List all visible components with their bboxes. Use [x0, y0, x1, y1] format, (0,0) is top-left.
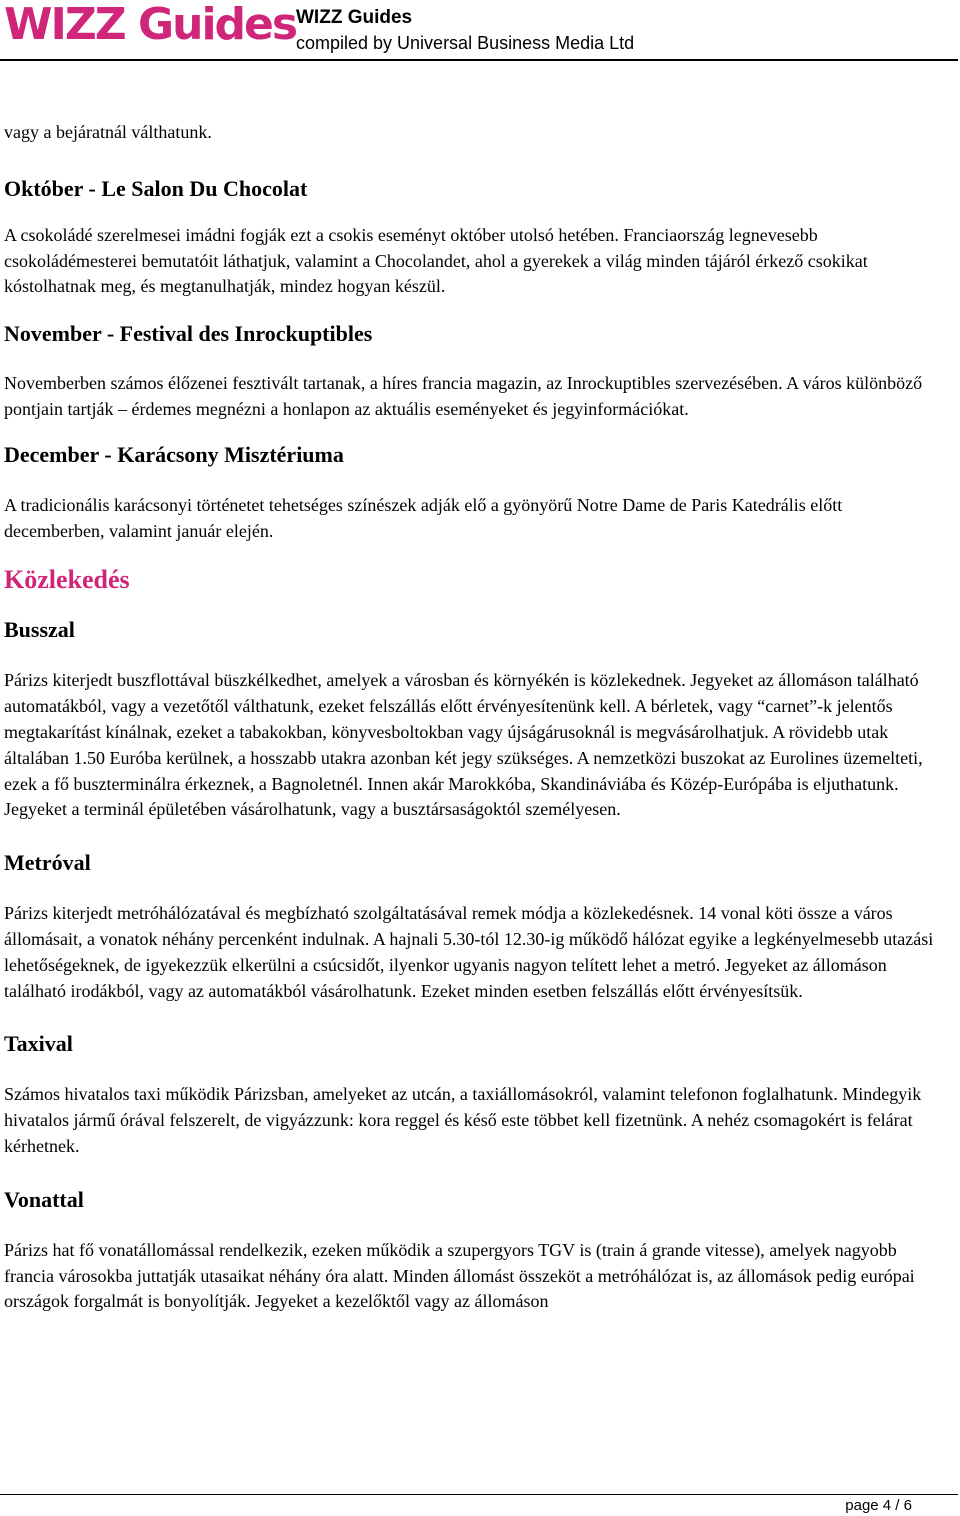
- december-heading: December - Karácsony Misztériuma: [4, 441, 344, 467]
- train-heading: Vonattal: [4, 1186, 84, 1212]
- page-number: page 4 / 6: [845, 1497, 912, 1514]
- bus-paragraph: Párizs kiterjedt buszflottával büszkélkedhet, amelyek a városban és környékén is közlekednek. Jegyeket az állomáson található automatákból, vagy a vezetőtől válthatunk, ezeket felszállás előtt érvényesítenünk kell. A bérletek, vagy “carnet”-k jelentős megtakarítást kínálnak, ezeket a tabakokban, könyvesboltokban vagy újságárusoknál is megvásárolhatjuk. A rövidebb utak általában 1.50 Euróba kerülnek, a hosszabb utakra azonban két jegy szükséges. A nemzetközi buszokat az Eurolines üzemelteti, ezek a fő buszterminálra érkeznek, a Bagnoletnél. Innen akár Marokkóba, Skandináviába és Közép-Európába is eljuthatunk. Jegyeket a terminál épületében vásárolhatunk, vagy a busztársaságoktól személyesen.: [4, 670, 923, 820]
- taxi-paragraph: Számos hivatalos taxi működik Párizsban, amelyeket az utcán, a taxiállomásokról, valamint telefonon foglalhatunk. Mindegyik hivatalos jármű órával felszerelt, de vigyázzunk: kora reggel és késő este többet kell fizetnünk. A nehéz csomagokért is felárat kérhetnek.: [4, 1084, 922, 1156]
- october-paragraph: A csokoládé szerelmesei imádni fogják ezt a csokis eseményt október utolsó hetében. Franciaország legnevesebb csokoládémesterei bemutatóit láthatjuk, valamint a Chocolandet, ahol a gyerekek a világ minden tájáról érkező csokikat kóstolhatnak meg, és megtanulhatják, mindez hogyan készül.: [4, 224, 868, 297]
- document-body: [4, 120, 944, 1315]
- november-paragraph: Novemberben számos élőzenei fesztivált tartanak, a híres francia magazin, az Inrockuptibles szervezésében. A város különböző pontjain tartják – érdemes megnézni a honlapon az aktuális eseményeket és jegyinformációkat.: [4, 373, 923, 419]
- header-subtitle: compiled by Universal Business Media Ltd: [296, 33, 635, 53]
- december-paragraph: A tradicionális karácsonyi történetet tehetséges színészek adják elő a gyönyörű Notre Dame de Paris Katedrális előtt decemberben, valamint január elején.: [4, 494, 843, 541]
- footer-divider: [0, 1494, 958, 1495]
- section-heading-transport: Közlekedés: [4, 565, 130, 595]
- header-title: WIZZ Guides: [296, 7, 413, 28]
- november-heading: November - Festival des Inrockuptibles: [4, 321, 373, 347]
- intro-text: vagy a bejáratnál válthatunk.: [4, 122, 212, 142]
- page-header: [0, 0, 960, 62]
- october-heading: Október - Le Salon Du Chocolat: [4, 175, 308, 201]
- wizz-guides-logo: WIZZ Guides: [4, 0, 297, 50]
- bus-heading: Busszal: [4, 617, 75, 643]
- train-paragraph: Párizs hat fő vonatállomással rendelkezik, ezeken működik a szupergyors TGV is (train á grande vitesse), amelyek nagyobb francia városokba juttatják utasaikat néhány óra alatt. Minden állomást összeköt a metróhálózat is, az állomások pedig európai országok forgalmát is bonyolítják. Jegyeket a kezelőktől vagy az állomáson: [4, 1239, 915, 1312]
- metro-paragraph: Párizs kiterjedt metróhálózatával és megbízható szolgáltatásával remek módja a közlekedésnek. 14 vonal köti össze a város állomásait, a vonatok néhány percenként indulnak. A hajnali 5.30-tól 12.30-ig működő hálózat egyike a legkényelmesebb utazási lehetőségeknek, de igyekezzük elkerülni a csúcsidőt, ilyenkor ugyanis nagyon telített lehet a metró. Jegyeket az állomáson található irodákból, vagy az automatákból vásárolhatunk. Ezeket minden esetben felszállás előtt érvényesítsük.: [4, 903, 934, 1001]
- header-divider: [0, 59, 958, 61]
- taxi-heading: Taxival: [4, 1031, 73, 1057]
- metro-heading: Metróval: [4, 850, 91, 876]
